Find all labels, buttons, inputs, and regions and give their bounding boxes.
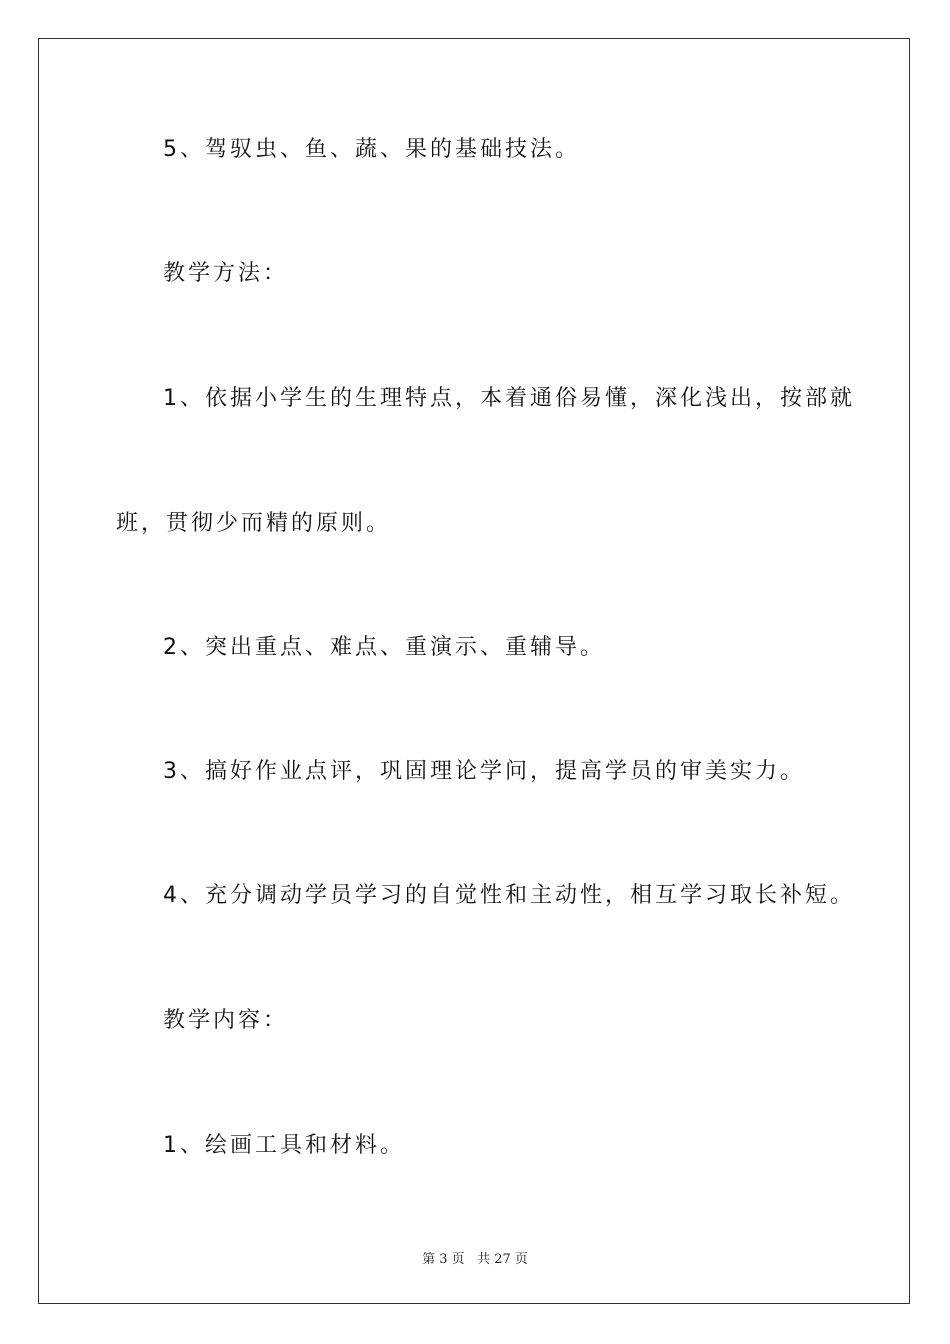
- page-number: 第 3 页: [422, 1252, 465, 1267]
- section-heading-teaching-content: 教学内容：: [163, 1008, 289, 1033]
- page-total: 共 27 页: [477, 1252, 528, 1267]
- text-line-6: 3、搞好作业点评，巩固理论学问，提高学员的审美实力。: [163, 759, 805, 784]
- text-line-7: 4、充分调动学员学习的自觉性和主动性，相互学习取长补短。: [163, 883, 855, 908]
- text-line-9: 1、绘画工具和材料。: [163, 1133, 405, 1158]
- text-line-3: 1、依据小学生的生理特点，本着通俗易懂，深化浅出，按部就: [163, 386, 855, 411]
- page-footer: [0, 1248, 950, 1267]
- page-border: [38, 38, 910, 1304]
- text-line-5: 2、突出重点、难点、重演示、重辅导。: [163, 635, 605, 660]
- text-line-1: 5、驾驭虫、鱼、蔬、果的基础技法。: [163, 137, 580, 162]
- section-heading-teaching-method: 教学方法：: [163, 261, 289, 286]
- text-line-4: 班，贯彻少而精的原则。: [116, 511, 392, 536]
